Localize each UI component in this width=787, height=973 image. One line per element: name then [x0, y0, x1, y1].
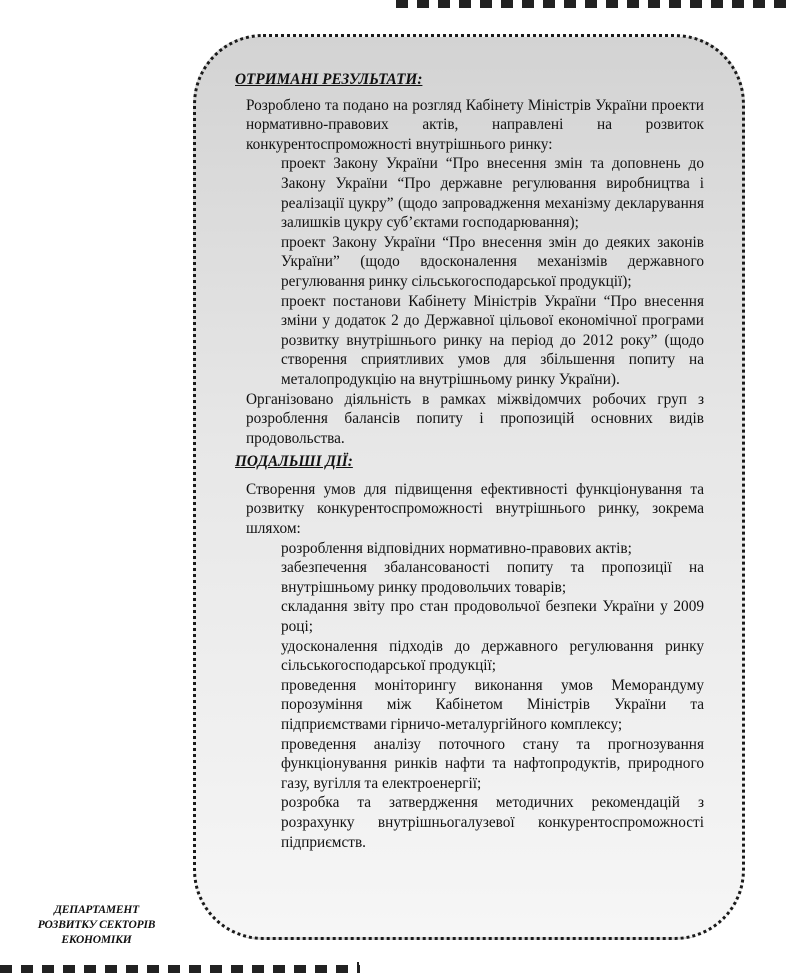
results-item-2: проект Закону України “Про внесення змін до деяких законів України” (щодо вдосконалення механізмів державного регулювання ринку сільськогосподарської продукції); [281, 233, 704, 290]
bottom-dashed-rule [0, 965, 360, 973]
next-steps-heading: ПОДАЛЬШІ ДІЇ: [235, 453, 353, 471]
results-intro: Розроблено та подано на розгляд Кабінету Міністрів України проекти нормативно-правових актів, направлені на розвиток конкурентоспроможності внутрішнього ринку: [246, 96, 704, 153]
department-line-2: РОЗВИТКУ СЕКТОРІВ [37, 919, 156, 931]
next-steps-item-3: складання звіту про стан продовольчої безпеки України у 2009 році; [281, 598, 704, 636]
next-steps-item-2: забезпечення збалансованості попиту та пропозиції на внутрішньому ринку продовольчих товарів; [281, 559, 704, 596]
results-item-3: проект постанови Кабінету Міністрів України “Про внесення зміни у додаток 2 до Державної цільової економічної програми розвитку внутрішнього ринку на період до 2012 року” (щодо створення сприятливих умов для збільшення попиту на металопродукцію на внутрішньому ринку України). [281, 292, 704, 388]
department-line-1: ДЕПАРТАМЕНТ [54, 904, 139, 916]
next-steps-item-5: проведення моніторингу виконання умов Меморандуму порозуміння між Кабінетом Міністрів України та підприємствами гірничо-металургійного комплексу; [281, 676, 704, 733]
next-steps-intro: Створення умов для підвищення ефективності функціонування та розвитку конкурентоспроможності внутрішнього ринку, зокрема шляхом: [246, 480, 704, 538]
results-outro: Організовано діяльність в рамках міжвідомчих робочих груп з розроблення балансів попиту і пропозицій основних видів продовольства. [246, 390, 704, 447]
next-steps-item-4: удосконалення підходів до державного регулювання ринку сільськогосподарської продукції; [281, 637, 704, 675]
panel-content [235, 70, 704, 852]
next-steps-item-6: проведення аналізу поточного стану та прогнозування функціонування ринків нафти та нафтопродуктів, природного газу, вугілля та електроенергії; [281, 735, 704, 792]
bottom-rule-tick [357, 962, 359, 973]
next-steps-item-7: розробка та затвердження методичних рекомендацій з розрахунку внутрішньогалузевої конкурентоспроможності підприємств. [281, 794, 704, 851]
department-label [14, 903, 179, 948]
results-item-1: проект Закону України “Про внесення змін та доповнень до Закону України “Про державне регулювання виробництва і реалізації цукру” (щодо запровадження механізму декларування залишків цукру суб’єктами господарювання); [281, 155, 704, 232]
next-steps-item-1: розроблення відповідних нормативно-правових актів; [281, 539, 632, 557]
results-heading: ОТРИМАНІ РЕЗУЛЬТАТИ: [235, 71, 423, 88]
department-line-3: ЕКОНОМІКИ [61, 934, 132, 946]
top-dashed-rule [396, 0, 787, 8]
